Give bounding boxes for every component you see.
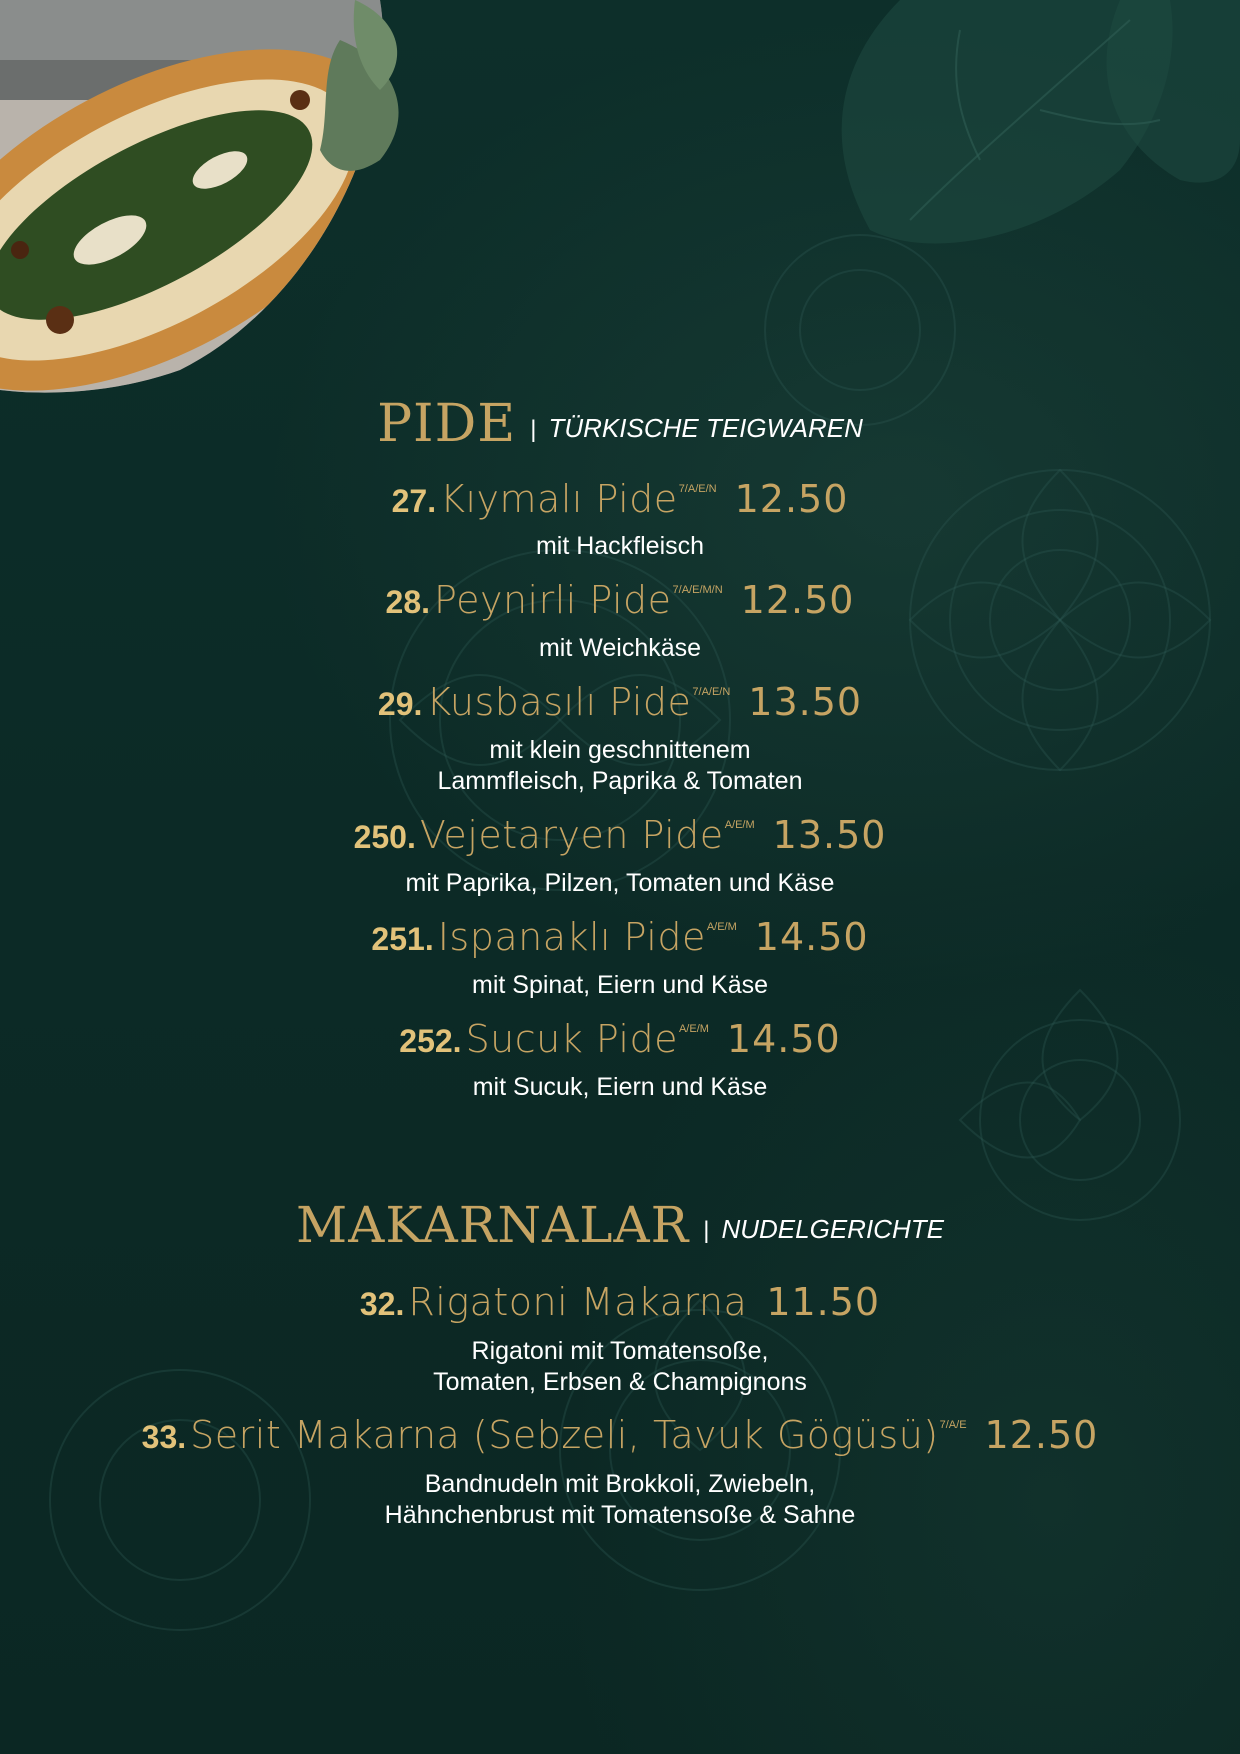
description-line: Bandnudeln mit Brokkoli, Zwiebeln, [424,1470,816,1498]
pide-food-photo [0,0,460,400]
section-title: PIDE [377,394,517,454]
section-title: MAKARNALAR [296,1196,690,1254]
section-heading-makarnalar [0,1196,1240,1254]
menu-item-name-line [0,1413,1240,1457]
description-line: mit Weichkäse [538,634,702,662]
menu-item-name-line [0,578,1240,622]
item-name: Vejetaryen Pide [419,813,724,857]
item-description [0,970,1240,1001]
item-allergens: 7/A/E/N [692,686,731,698]
item-price: 12.50 [740,578,855,622]
description-line: Hähnchenbrust mit Tomatensoße & Sahne [384,1501,856,1529]
item-number: 250. [353,819,416,855]
item-price: 12.50 [984,1413,1099,1457]
item-allergens: 7/A/E/M/N [672,584,723,596]
item-price: 12.50 [734,477,849,521]
item-description [0,531,1240,562]
item-allergens: A/E/M [706,921,737,933]
section-heading-pide [0,394,1240,454]
section-subtitle: NUDELGERICHTE [721,1214,944,1244]
item-name: Ispanaklı Pide [437,915,706,959]
item-allergens: A/E/M [678,1023,709,1035]
description-line: Tomaten, Erbsen & Champignons [433,1368,807,1396]
item-description [0,868,1240,899]
item-price: 14.50 [754,915,869,959]
item-number: 32. [359,1286,405,1322]
item-number: 27. [391,483,437,519]
menu-item-name-line [0,813,1240,857]
menu-item-name-line [0,1017,1240,1061]
item-name: Serit Makarna (Sebzeli, Tavuk Gögüsü) [190,1413,939,1457]
item-number: 252. [399,1023,462,1059]
item-name: Sucuk Pide [465,1017,678,1061]
item-description [0,1469,1240,1531]
item-name: Peynirli Pide [434,578,672,622]
menu-item-name-line [0,477,1240,521]
description-line: Rigatoni mit Tomatensoße, [471,1337,769,1365]
item-description [0,735,1240,797]
item-allergens: 7/A/E/N [678,483,717,495]
menu-item-name-line [0,680,1240,724]
item-description [0,1072,1240,1103]
section-separator: | [703,1217,710,1244]
item-number: 28. [385,584,431,620]
item-price: 11.50 [766,1280,881,1324]
section-separator: | [530,416,537,443]
leaves-decoration [780,0,1240,280]
menu-item-name-line [0,1280,1240,1324]
description-line: mit klein geschnittenem [489,736,751,764]
item-number: 29. [377,686,423,722]
item-price: 14.50 [726,1017,841,1061]
item-allergens: 7/A/E [939,1419,967,1431]
description-line: mit Paprika, Pilzen, Tomaten und Käse [405,869,835,897]
item-allergens: A/E/M [724,819,755,831]
menu-item-name-line [0,915,1240,959]
item-description [0,633,1240,664]
description-line: Lammfleisch, Paprika & Tomaten [437,767,803,795]
item-price: 13.50 [772,813,887,857]
item-description [0,1336,1240,1398]
description-line: mit Sucuk, Eiern und Käse [472,1073,768,1101]
section-subtitle: TÜRKISCHE TEIGWAREN [548,413,863,443]
item-name: Kusbasılı Pide [426,680,692,724]
description-line: mit Hackfleisch [535,532,705,560]
item-name: Rigatoni Makarna [408,1280,748,1324]
item-name: Kıymalı Pide [440,477,678,521]
item-price: 13.50 [748,680,863,724]
item-number: 33. [141,1419,187,1455]
description-line: mit Spinat, Eiern und Käse [472,971,768,999]
item-number: 251. [371,921,434,957]
